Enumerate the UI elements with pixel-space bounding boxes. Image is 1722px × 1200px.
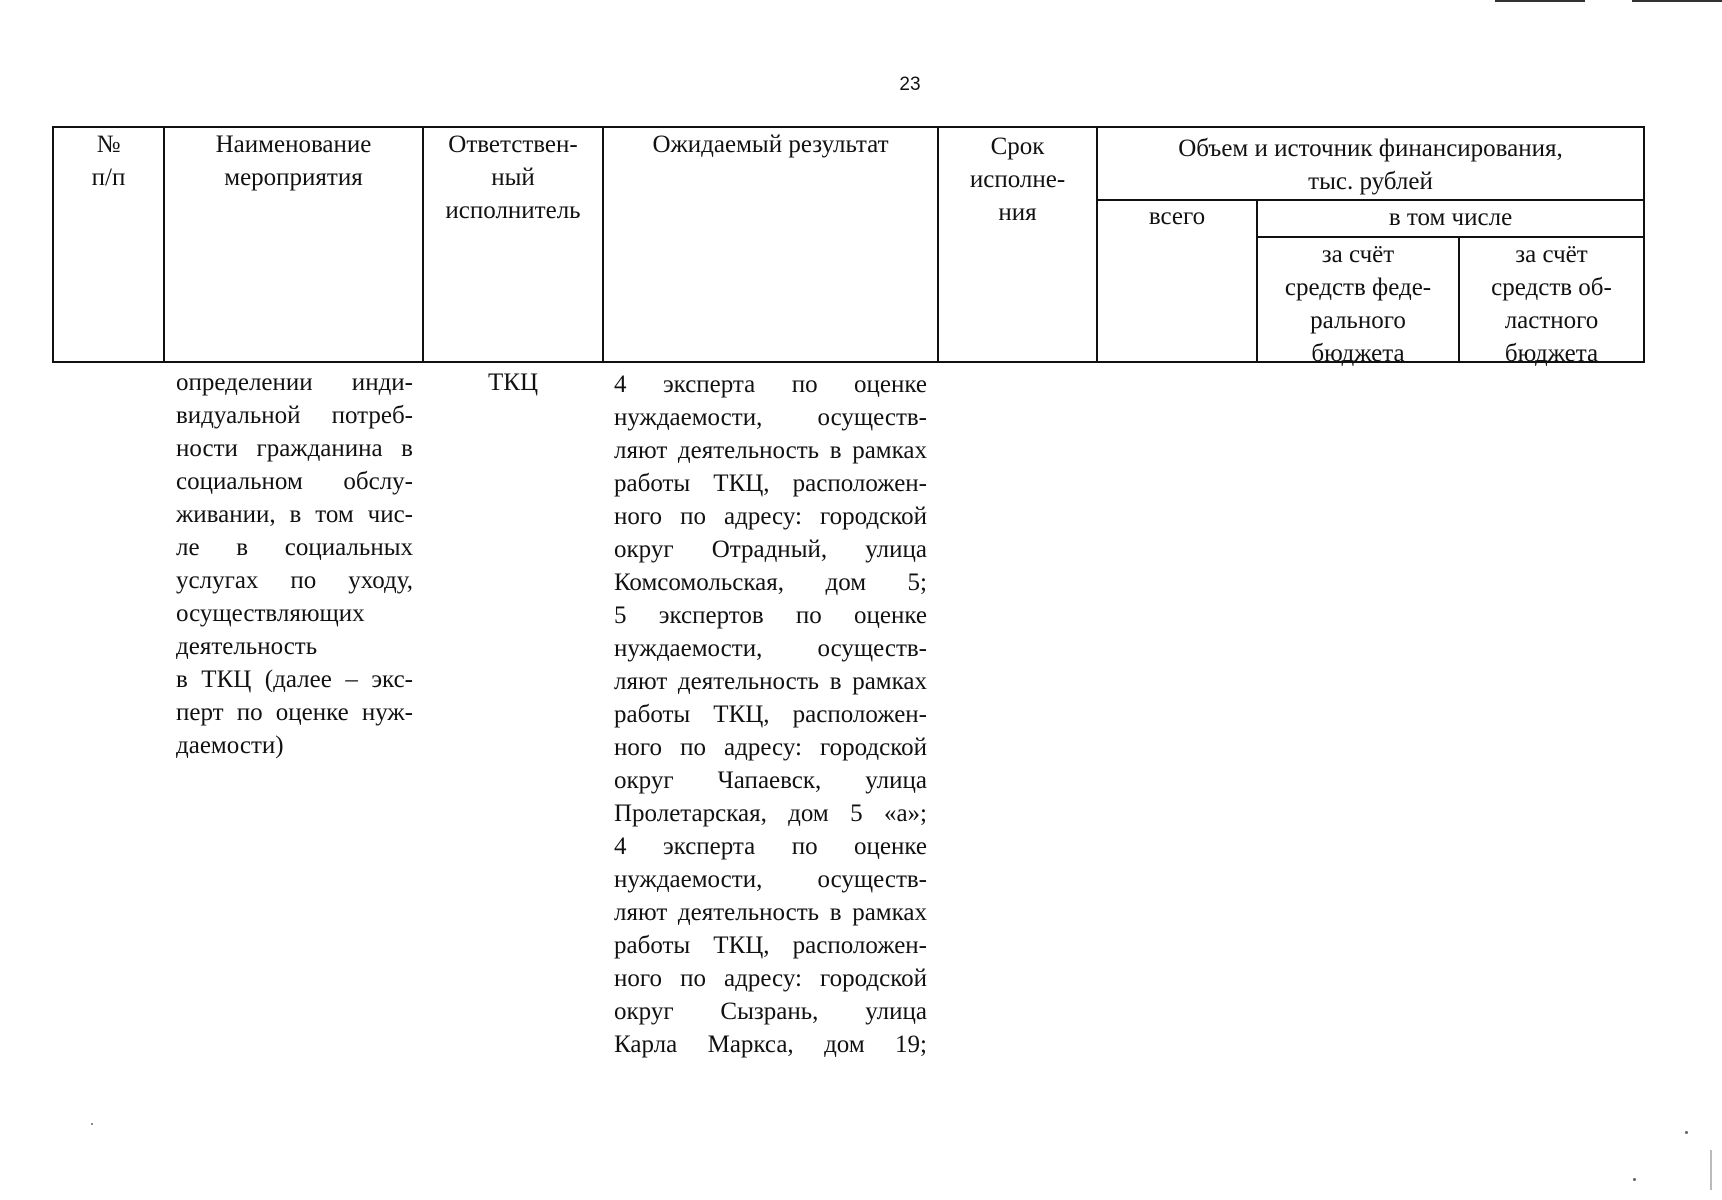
text-line: ного по адресу: городской <box>614 503 927 530</box>
text-line: 5 экспертов по оценке <box>614 602 927 629</box>
text-line: округ Отрадный, улица <box>614 536 927 563</box>
text-line: даемости) <box>176 732 284 759</box>
text-line: работы ТКЦ, расположен- <box>614 701 927 728</box>
text-line: нуждаемости, осуществ- <box>614 404 927 431</box>
text-line: видуальной потреб- <box>176 402 413 429</box>
header-federal: за счёт средств феде- рального бюджета <box>1284 241 1432 367</box>
text-line: социальном обслу- <box>176 468 413 495</box>
text-line: Карла Маркса, дом 19; <box>614 1031 927 1058</box>
scan-speck <box>1633 1178 1636 1181</box>
text-line: Комсомольская, дом 5; <box>614 569 927 596</box>
text-line: ле в социальных <box>176 534 413 561</box>
responsible-text: ТКЦ <box>488 369 538 396</box>
text-line: в ТКЦ (далее – экс- <box>176 666 413 693</box>
text-line: услугах по уходу, <box>176 567 413 594</box>
text-line: нуждаемости, осуществ- <box>614 635 927 662</box>
text-line: Пролетарская, дом 5 «а»; <box>614 800 927 827</box>
text-line: ного по адресу: городской <box>614 734 927 761</box>
header-regional: за счёт средств об- ластного бюджета <box>1491 241 1612 367</box>
text-line: ляют деятельность в рамках <box>614 437 927 464</box>
col-divider <box>1643 126 1645 363</box>
scan-speck <box>91 1123 93 1125</box>
text-line: определении инди- <box>176 369 413 396</box>
page-number: 23 <box>899 74 921 95</box>
text-line: работы ТКЦ, расположен- <box>614 470 927 497</box>
header-name: Наименование мероприятия <box>215 131 372 191</box>
text-line: перт по оценке нуж- <box>176 699 413 726</box>
text-line: ности гражданина в <box>176 435 413 462</box>
text-line: ного по адресу: городской <box>614 965 927 992</box>
activity-name-cell <box>176 366 413 762</box>
header-num: № п/п <box>91 131 126 191</box>
top-edge-mark <box>1495 0 1585 2</box>
col-divider <box>602 126 604 363</box>
text-line: живании, в том чис- <box>176 501 413 528</box>
scan-speck <box>1710 1150 1712 1190</box>
text-line: 4 эксперта по оценке <box>614 371 927 398</box>
responsible-cell <box>424 366 602 399</box>
text-line: нуждаемости, осуществ- <box>614 866 927 893</box>
text-line: округ Сызрань, улица <box>614 998 927 1025</box>
header-term: Срок исполне- ния <box>969 133 1066 226</box>
text-line: работы ТКЦ, расположен- <box>614 932 927 959</box>
top-edge-mark <box>1632 0 1722 2</box>
text-line: 4 эксперта по оценке <box>614 833 927 860</box>
text-line: ляют деятельность в рамках <box>614 668 927 695</box>
text-line: осуществляющих <box>176 600 365 627</box>
result-cell <box>614 368 927 1061</box>
header-including: в том числе <box>1388 204 1513 231</box>
header-responsible: Ответствен- ный исполнитель <box>445 131 581 224</box>
text-line: округ Чапаевск, улица <box>614 767 927 794</box>
text-line: ляют деятельность в рамках <box>614 899 927 926</box>
header-funding: Объем и источник финансирования, тыс. рублей <box>1178 135 1563 195</box>
scan-speck <box>1685 1131 1688 1134</box>
header-result: Ожидаемый результат <box>652 131 889 158</box>
text-line: деятельность <box>176 633 318 660</box>
header-total: всего <box>1148 203 1206 230</box>
